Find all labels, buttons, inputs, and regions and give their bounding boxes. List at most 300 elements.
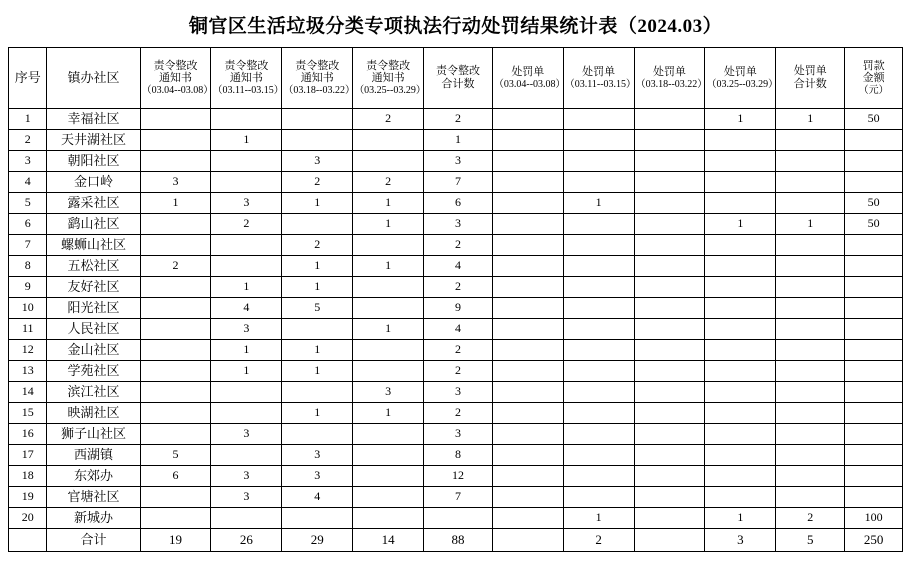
cell-penalty-w1 xyxy=(492,235,563,256)
cell-penalty-w3 xyxy=(634,508,705,529)
cell-penalty-w1 xyxy=(492,256,563,277)
cell-rectify-total: 9 xyxy=(424,298,493,319)
cell-penalty-w4 xyxy=(705,487,776,508)
cell-fine-amount xyxy=(845,424,903,445)
cell-penalty-w2 xyxy=(563,172,634,193)
cell-rectify-w2: 1 xyxy=(211,277,282,298)
cell-penalty-total: 2 xyxy=(776,508,845,529)
cell-rectify-w3: 1 xyxy=(282,256,353,277)
cell-penalty-w3 xyxy=(634,214,705,235)
column-header-penalty-total: 处罚单 合计数 xyxy=(776,48,845,109)
cell-penalty-w2 xyxy=(563,277,634,298)
cell-penalty-total xyxy=(776,130,845,151)
cell-fine-amount xyxy=(845,130,903,151)
cell-seq: 9 xyxy=(9,277,47,298)
column-header-penalty-w2: 处罚单 （03.11--03.15） xyxy=(563,48,634,109)
cell-penalty-w3 xyxy=(634,382,705,403)
cell-penalty-w3 xyxy=(634,235,705,256)
cell-rectify-w4 xyxy=(353,235,424,256)
cell-unit-name: 官塘社区 xyxy=(47,487,140,508)
cell-rectify-w2: 3 xyxy=(211,487,282,508)
cell-rectify-w3: 1 xyxy=(282,403,353,424)
cell-unit-name: 金口岭 xyxy=(47,172,140,193)
cell-penalty-w2 xyxy=(563,214,634,235)
cell-rectify-w4 xyxy=(353,424,424,445)
cell-rectify-w4: 1 xyxy=(353,193,424,214)
cell-rectify-w3: 1 xyxy=(282,340,353,361)
cell-rectify-w3 xyxy=(282,382,353,403)
cell-penalty-w3 xyxy=(634,109,705,130)
cell-rectify-w3: 1 xyxy=(282,193,353,214)
column-header-rectify-w2: 责令整改 通知书 （03.11--03.15） xyxy=(211,48,282,109)
cell-penalty-w2 xyxy=(563,424,634,445)
cell-penalty-w4 xyxy=(705,382,776,403)
column-header-rectify-w1: 责令整改 通知书 （03.04--03.08） xyxy=(140,48,211,109)
cell-penalty-total xyxy=(776,466,845,487)
cell-seq: 18 xyxy=(9,466,47,487)
cell-unit-name: 新城办 xyxy=(47,508,140,529)
cell-rectify-total: 1 xyxy=(424,130,493,151)
cell-penalty-w2 xyxy=(563,340,634,361)
cell-rectify-w1 xyxy=(140,424,211,445)
cell-fine-amount xyxy=(845,235,903,256)
cell-penalty-w3 xyxy=(634,172,705,193)
cell-penalty-total xyxy=(776,193,845,214)
cell-rectify-w2: 3 xyxy=(211,466,282,487)
cell-rectify-total: 3 xyxy=(424,151,493,172)
cell-fine-amount xyxy=(845,466,903,487)
total-cell-penalty-w4: 3 xyxy=(705,529,776,552)
cell-penalty-w3 xyxy=(634,298,705,319)
cell-penalty-w1 xyxy=(492,172,563,193)
cell-penalty-w2 xyxy=(563,151,634,172)
cell-unit-name: 朝阳社区 xyxy=(47,151,140,172)
cell-seq: 13 xyxy=(9,361,47,382)
cell-rectify-w2: 3 xyxy=(211,319,282,340)
cell-rectify-w2 xyxy=(211,151,282,172)
cell-rectify-w1: 2 xyxy=(140,256,211,277)
total-cell-rectify-total: 88 xyxy=(424,529,493,552)
cell-seq: 1 xyxy=(9,109,47,130)
cell-rectify-total: 2 xyxy=(424,403,493,424)
cell-penalty-w3 xyxy=(634,193,705,214)
cell-rectify-w2 xyxy=(211,403,282,424)
cell-rectify-w1: 1 xyxy=(140,193,211,214)
table-row xyxy=(9,508,903,529)
cell-rectify-w2: 3 xyxy=(211,424,282,445)
cell-fine-amount xyxy=(845,277,903,298)
cell-penalty-total xyxy=(776,487,845,508)
cell-penalty-w1 xyxy=(492,403,563,424)
cell-rectify-w3 xyxy=(282,319,353,340)
cell-penalty-total xyxy=(776,151,845,172)
cell-rectify-w2 xyxy=(211,382,282,403)
cell-penalty-w3 xyxy=(634,361,705,382)
total-cell-unit-name: 合计 xyxy=(47,529,140,552)
cell-penalty-w1 xyxy=(492,151,563,172)
cell-fine-amount xyxy=(845,151,903,172)
cell-penalty-w2 xyxy=(563,382,634,403)
cell-fine-amount xyxy=(845,403,903,424)
cell-unit-name: 友好社区 xyxy=(47,277,140,298)
cell-rectify-w1: 6 xyxy=(140,466,211,487)
cell-penalty-w3 xyxy=(634,487,705,508)
cell-rectify-total: 3 xyxy=(424,382,493,403)
cell-rectify-w4 xyxy=(353,151,424,172)
cell-penalty-w2 xyxy=(563,235,634,256)
cell-rectify-w2 xyxy=(211,256,282,277)
cell-rectify-total: 3 xyxy=(424,424,493,445)
cell-penalty-total xyxy=(776,235,845,256)
column-header-rectify-total: 责令整改 合计数 xyxy=(424,48,493,109)
cell-rectify-w1 xyxy=(140,340,211,361)
cell-penalty-w1 xyxy=(492,193,563,214)
cell-penalty-w4 xyxy=(705,340,776,361)
table-row xyxy=(9,403,903,424)
cell-fine-amount xyxy=(845,256,903,277)
cell-rectify-w2: 1 xyxy=(211,340,282,361)
cell-fine-amount xyxy=(845,340,903,361)
table-row xyxy=(9,151,903,172)
cell-penalty-w3 xyxy=(634,256,705,277)
cell-penalty-w4 xyxy=(705,193,776,214)
cell-rectify-total: 4 xyxy=(424,256,493,277)
cell-rectify-w3: 4 xyxy=(282,487,353,508)
cell-penalty-total xyxy=(776,361,845,382)
cell-penalty-total xyxy=(776,256,845,277)
cell-rectify-w4: 2 xyxy=(353,109,424,130)
cell-unit-name: 螺蛳山社区 xyxy=(47,235,140,256)
cell-seq: 20 xyxy=(9,508,47,529)
cell-penalty-w2 xyxy=(563,130,634,151)
cell-rectify-w2 xyxy=(211,445,282,466)
cell-penalty-w4 xyxy=(705,403,776,424)
cell-penalty-w2 xyxy=(563,361,634,382)
cell-rectify-w4 xyxy=(353,466,424,487)
cell-rectify-total: 2 xyxy=(424,340,493,361)
cell-seq: 5 xyxy=(9,193,47,214)
total-cell-penalty-total: 5 xyxy=(776,529,845,552)
cell-penalty-w4: 1 xyxy=(705,508,776,529)
cell-penalty-w4 xyxy=(705,130,776,151)
table-row xyxy=(9,487,903,508)
cell-penalty-w3 xyxy=(634,466,705,487)
table-row xyxy=(9,319,903,340)
cell-rectify-w4: 1 xyxy=(353,214,424,235)
cell-rectify-w4 xyxy=(353,508,424,529)
cell-seq: 4 xyxy=(9,172,47,193)
cell-rectify-w2: 1 xyxy=(211,361,282,382)
cell-rectify-w2: 2 xyxy=(211,214,282,235)
cell-seq: 16 xyxy=(9,424,47,445)
cell-penalty-w4 xyxy=(705,151,776,172)
cell-unit-name: 鹞山社区 xyxy=(47,214,140,235)
cell-rectify-w4 xyxy=(353,445,424,466)
cell-rectify-w2 xyxy=(211,235,282,256)
total-cell-rectify-w4: 14 xyxy=(353,529,424,552)
table-row xyxy=(9,214,903,235)
cell-rectify-w1 xyxy=(140,319,211,340)
cell-penalty-w1 xyxy=(492,424,563,445)
cell-rectify-w3: 2 xyxy=(282,235,353,256)
cell-penalty-w2 xyxy=(563,445,634,466)
cell-penalty-total xyxy=(776,424,845,445)
cell-unit-name: 东郊办 xyxy=(47,466,140,487)
cell-rectify-w1 xyxy=(140,361,211,382)
cell-rectify-total xyxy=(424,508,493,529)
cell-rectify-w2: 4 xyxy=(211,298,282,319)
column-header-penalty-w1: 处罚单 （03.04--03.08） xyxy=(492,48,563,109)
total-cell-penalty-w3 xyxy=(634,529,705,552)
cell-seq: 12 xyxy=(9,340,47,361)
cell-unit-name: 露采社区 xyxy=(47,193,140,214)
cell-rectify-w4 xyxy=(353,487,424,508)
cell-penalty-w4 xyxy=(705,424,776,445)
table-row xyxy=(9,277,903,298)
table-row xyxy=(9,382,903,403)
cell-rectify-w3: 2 xyxy=(282,172,353,193)
cell-rectify-w4 xyxy=(353,298,424,319)
statistics-table xyxy=(8,47,903,552)
total-cell-rectify-w1: 19 xyxy=(140,529,211,552)
cell-seq: 15 xyxy=(9,403,47,424)
cell-rectify-w3 xyxy=(282,130,353,151)
cell-unit-name: 阳光社区 xyxy=(47,298,140,319)
table-row xyxy=(9,235,903,256)
cell-rectify-total: 3 xyxy=(424,214,493,235)
cell-penalty-w2: 1 xyxy=(563,508,634,529)
cell-seq: 19 xyxy=(9,487,47,508)
cell-penalty-w1 xyxy=(492,445,563,466)
cell-rectify-w4: 1 xyxy=(353,256,424,277)
cell-rectify-w2: 1 xyxy=(211,130,282,151)
cell-unit-name: 西湖镇 xyxy=(47,445,140,466)
cell-fine-amount xyxy=(845,298,903,319)
column-header-penalty-w3: 处罚单 （03.18--03.22） xyxy=(634,48,705,109)
cell-penalty-w4: 1 xyxy=(705,214,776,235)
cell-rectify-w4 xyxy=(353,361,424,382)
cell-seq: 17 xyxy=(9,445,47,466)
cell-rectify-w4 xyxy=(353,277,424,298)
cell-rectify-w4: 3 xyxy=(353,382,424,403)
table-row xyxy=(9,361,903,382)
cell-rectify-w1 xyxy=(140,214,211,235)
cell-rectify-total: 8 xyxy=(424,445,493,466)
table-row xyxy=(9,130,903,151)
cell-rectify-w3 xyxy=(282,508,353,529)
table-row xyxy=(9,109,903,130)
table-row xyxy=(9,445,903,466)
cell-unit-name: 五松社区 xyxy=(47,256,140,277)
cell-rectify-w3: 1 xyxy=(282,361,353,382)
cell-unit-name: 狮子山社区 xyxy=(47,424,140,445)
cell-rectify-w2: 3 xyxy=(211,193,282,214)
cell-unit-name: 映湖社区 xyxy=(47,403,140,424)
cell-rectify-w1 xyxy=(140,298,211,319)
table-total-row xyxy=(9,529,903,552)
cell-penalty-w2 xyxy=(563,403,634,424)
cell-penalty-w2 xyxy=(563,487,634,508)
total-cell-fine-amount: 250 xyxy=(845,529,903,552)
cell-penalty-w4 xyxy=(705,361,776,382)
total-cell-rectify-w2: 26 xyxy=(211,529,282,552)
cell-seq: 14 xyxy=(9,382,47,403)
total-cell-seq xyxy=(9,529,47,552)
cell-rectify-w1 xyxy=(140,130,211,151)
cell-penalty-total xyxy=(776,277,845,298)
cell-seq: 10 xyxy=(9,298,47,319)
cell-rectify-w4: 2 xyxy=(353,172,424,193)
cell-rectify-total: 6 xyxy=(424,193,493,214)
cell-rectify-w3: 5 xyxy=(282,298,353,319)
cell-rectify-w1 xyxy=(140,235,211,256)
cell-rectify-w1: 5 xyxy=(140,445,211,466)
cell-rectify-w3 xyxy=(282,214,353,235)
table-row xyxy=(9,424,903,445)
cell-rectify-w3: 3 xyxy=(282,445,353,466)
cell-rectify-total: 12 xyxy=(424,466,493,487)
cell-rectify-w4 xyxy=(353,130,424,151)
cell-fine-amount xyxy=(845,319,903,340)
cell-penalty-w3 xyxy=(634,340,705,361)
cell-penalty-w2 xyxy=(563,109,634,130)
cell-rectify-w3 xyxy=(282,424,353,445)
cell-penalty-w3 xyxy=(634,319,705,340)
cell-penalty-total xyxy=(776,319,845,340)
cell-penalty-w2 xyxy=(563,466,634,487)
cell-rectify-total: 2 xyxy=(424,361,493,382)
cell-rectify-w3: 1 xyxy=(282,277,353,298)
cell-penalty-w4 xyxy=(705,256,776,277)
column-header-seq: 序号 xyxy=(9,48,47,109)
cell-fine-amount xyxy=(845,382,903,403)
cell-rectify-w1: 3 xyxy=(140,172,211,193)
cell-rectify-w3: 3 xyxy=(282,151,353,172)
cell-rectify-w3 xyxy=(282,109,353,130)
cell-penalty-w3 xyxy=(634,151,705,172)
cell-rectify-w4: 1 xyxy=(353,319,424,340)
table-row xyxy=(9,193,903,214)
table-body xyxy=(9,109,903,552)
cell-fine-amount: 50 xyxy=(845,193,903,214)
cell-unit-name: 学苑社区 xyxy=(47,361,140,382)
cell-fine-amount xyxy=(845,172,903,193)
cell-penalty-w3 xyxy=(634,130,705,151)
cell-penalty-w1 xyxy=(492,340,563,361)
cell-penalty-w1 xyxy=(492,298,563,319)
cell-penalty-w2 xyxy=(563,319,634,340)
cell-penalty-w4 xyxy=(705,298,776,319)
cell-penalty-w3 xyxy=(634,424,705,445)
cell-rectify-w1 xyxy=(140,403,211,424)
cell-penalty-total: 1 xyxy=(776,109,845,130)
cell-unit-name: 人民社区 xyxy=(47,319,140,340)
cell-penalty-w4 xyxy=(705,235,776,256)
table-row xyxy=(9,172,903,193)
column-header-rectify-w3: 责令整改 通知书 （03.18--03.22） xyxy=(282,48,353,109)
cell-rectify-w1 xyxy=(140,382,211,403)
cell-penalty-total xyxy=(776,340,845,361)
cell-penalty-w1 xyxy=(492,487,563,508)
cell-rectify-w3: 3 xyxy=(282,466,353,487)
cell-rectify-total: 7 xyxy=(424,172,493,193)
cell-rectify-total: 7 xyxy=(424,487,493,508)
cell-penalty-w1 xyxy=(492,130,563,151)
cell-rectify-total: 4 xyxy=(424,319,493,340)
cell-rectify-total: 2 xyxy=(424,109,493,130)
cell-unit-name: 滨江社区 xyxy=(47,382,140,403)
cell-fine-amount xyxy=(845,361,903,382)
total-cell-rectify-w3: 29 xyxy=(282,529,353,552)
cell-penalty-total: 1 xyxy=(776,214,845,235)
cell-seq: 8 xyxy=(9,256,47,277)
cell-fine-amount: 50 xyxy=(845,214,903,235)
cell-unit-name: 金山社区 xyxy=(47,340,140,361)
cell-fine-amount xyxy=(845,487,903,508)
cell-fine-amount xyxy=(845,445,903,466)
cell-penalty-w1 xyxy=(492,382,563,403)
cell-fine-amount: 100 xyxy=(845,508,903,529)
cell-penalty-w1 xyxy=(492,361,563,382)
cell-seq: 11 xyxy=(9,319,47,340)
cell-unit-name: 天井湖社区 xyxy=(47,130,140,151)
cell-penalty-total xyxy=(776,403,845,424)
cell-penalty-w3 xyxy=(634,403,705,424)
cell-fine-amount: 50 xyxy=(845,109,903,130)
cell-seq: 6 xyxy=(9,214,47,235)
total-cell-penalty-w1 xyxy=(492,529,563,552)
column-header-unit: 镇办社区 xyxy=(47,48,140,109)
cell-rectify-w4 xyxy=(353,340,424,361)
cell-penalty-w3 xyxy=(634,445,705,466)
cell-penalty-w2 xyxy=(563,298,634,319)
cell-rectify-w2 xyxy=(211,508,282,529)
cell-penalty-w1 xyxy=(492,277,563,298)
cell-rectify-total: 2 xyxy=(424,277,493,298)
cell-rectify-w1 xyxy=(140,277,211,298)
table-row xyxy=(9,340,903,361)
cell-rectify-w2 xyxy=(211,172,282,193)
cell-rectify-w1 xyxy=(140,487,211,508)
page-title: 铜官区生活垃圾分类专项执法行动处罚结果统计表（2024.03） xyxy=(188,16,723,37)
table-container xyxy=(0,47,911,552)
cell-penalty-w4 xyxy=(705,319,776,340)
table-row xyxy=(9,256,903,277)
table-row xyxy=(9,466,903,487)
cell-rectify-w4: 1 xyxy=(353,403,424,424)
cell-penalty-w1 xyxy=(492,319,563,340)
total-cell-penalty-w2: 2 xyxy=(563,529,634,552)
table-header-row xyxy=(9,48,903,109)
column-header-rectify-w4: 责令整改 通知书 （03.25--03.29） xyxy=(353,48,424,109)
column-header-penalty-w4: 处罚单 （03.25--03.29） xyxy=(705,48,776,109)
cell-seq: 7 xyxy=(9,235,47,256)
cell-penalty-w1 xyxy=(492,214,563,235)
cell-penalty-total xyxy=(776,172,845,193)
cell-penalty-w1 xyxy=(492,109,563,130)
cell-rectify-w1 xyxy=(140,151,211,172)
cell-rectify-w1 xyxy=(140,508,211,529)
cell-rectify-total: 2 xyxy=(424,235,493,256)
cell-penalty-w4: 1 xyxy=(705,109,776,130)
cell-penalty-total xyxy=(776,298,845,319)
cell-penalty-total xyxy=(776,445,845,466)
cell-seq: 3 xyxy=(9,151,47,172)
cell-penalty-total xyxy=(776,382,845,403)
cell-penalty-w1 xyxy=(492,466,563,487)
cell-penalty-w4 xyxy=(705,466,776,487)
cell-rectify-w1 xyxy=(140,109,211,130)
